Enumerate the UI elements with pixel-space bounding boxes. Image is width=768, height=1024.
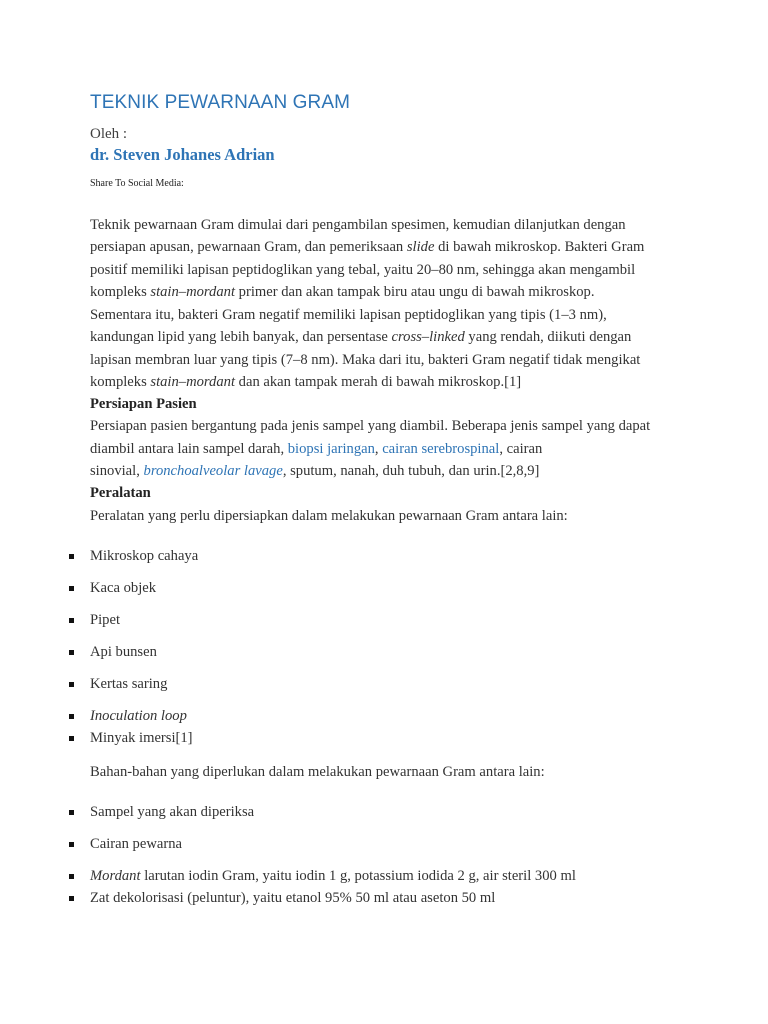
list-item: Inoculation loop (90, 708, 187, 725)
bullet-icon (69, 618, 74, 623)
byline-label: Oleh : (90, 126, 128, 142)
bullet-icon (69, 682, 74, 687)
persiapan-line: Persiapan pasien bergantung pada jenis sampel yang diambil. Beberapa jenis sampel yang dapat (90, 418, 651, 434)
persiapan-line: diambil antara lain sampel darah, biopsi jaringan, cairan serebrospinal, cairan (90, 441, 543, 457)
list-item: Kaca objek (90, 580, 156, 597)
list-item: Sampel yang akan diperiksa (90, 804, 254, 821)
bullet-icon (69, 842, 74, 847)
list-item: Pipet (90, 612, 120, 629)
section-heading-peralatan: Peralatan (90, 485, 151, 501)
bullet-icon (69, 554, 74, 559)
bullet-icon (69, 896, 74, 901)
intro-line: lapisan membran luar yang tipis (7–8 nm). Maka dari itu, bakteri Gram negatif tidak mengikat (90, 352, 641, 368)
intro-line: persiapan apusan, pewarnaan Gram, dan pemeriksaan slide di bawah mikroskop. Bakteri Gram (90, 239, 645, 255)
list-item: Minyak imersi[1] (90, 730, 193, 747)
author-name[interactable]: dr. Steven Johanes Adrian (90, 145, 275, 164)
link-biopsi-jaringan[interactable]: biopsi jaringan (287, 441, 375, 457)
link-cairan-serebrospinal[interactable]: cairan serebrospinal (382, 441, 500, 457)
intro-line: kandungan lipid yang lebih banyak, dan persentase cross–linked yang rendah, diikuti dengan (90, 329, 632, 345)
link-bronchoalveolar-lavage[interactable]: bronchoalveolar lavage (143, 463, 283, 479)
intro-line: kompleks stain–mordant primer dan akan tampak biru atau ungu di bawah mikroskop. (90, 284, 595, 300)
intro-line: Teknik pewarnaan Gram dimulai dari pengambilan spesimen, kemudian dilanjutkan dengan (90, 217, 626, 233)
bullet-icon (69, 874, 74, 879)
intro-line: Sementara itu, bakteri Gram negatif memiliki lapisan peptidoglikan yang tipis (1–3 nm), (90, 307, 607, 323)
bullet-icon (69, 650, 74, 655)
peralatan-lead: Peralatan yang perlu dipersiapkan dalam melakukan pewarnaan Gram antara lain: (90, 508, 568, 524)
intro-line: positif memiliki lapisan peptidoglikan yang tebal, yaitu 20–80 nm, sehingga akan mengambil (90, 262, 636, 278)
list-item: Zat dekolorisasi (peluntur), yaitu etanol 95% 50 ml atau aseton 50 ml (90, 890, 495, 907)
list-item: Kertas saring (90, 676, 167, 693)
section-heading-persiapan: Persiapan Pasien (90, 396, 197, 412)
list-item: Api bunsen (90, 644, 157, 661)
intro-line: kompleks stain–mordant dan akan tampak merah di bawah mikroskop.[1] (90, 374, 522, 390)
bullet-icon (69, 736, 74, 741)
bahan-lead: Bahan-bahan yang diperlukan dalam melakukan pewarnaan Gram antara lain: (90, 764, 545, 780)
page-title: TEKNIK PEWARNAAN GRAM (90, 92, 351, 113)
share-label: Share To Social Media: (90, 178, 184, 189)
bullet-icon (69, 586, 74, 591)
list-item: Cairan pewarna (90, 836, 182, 853)
bullet-icon (69, 714, 74, 719)
list-item: Mordant larutan iodin Gram, yaitu iodin 1 g, potassium iodida 2 g, air steril 300 ml (90, 868, 576, 885)
list-item: Mikroskop cahaya (90, 548, 198, 565)
persiapan-line: sinovial, bronchoalveolar lavage, sputum, nanah, duh tubuh, dan urin.[2,8,9] (90, 463, 540, 479)
bullet-icon (69, 810, 74, 815)
